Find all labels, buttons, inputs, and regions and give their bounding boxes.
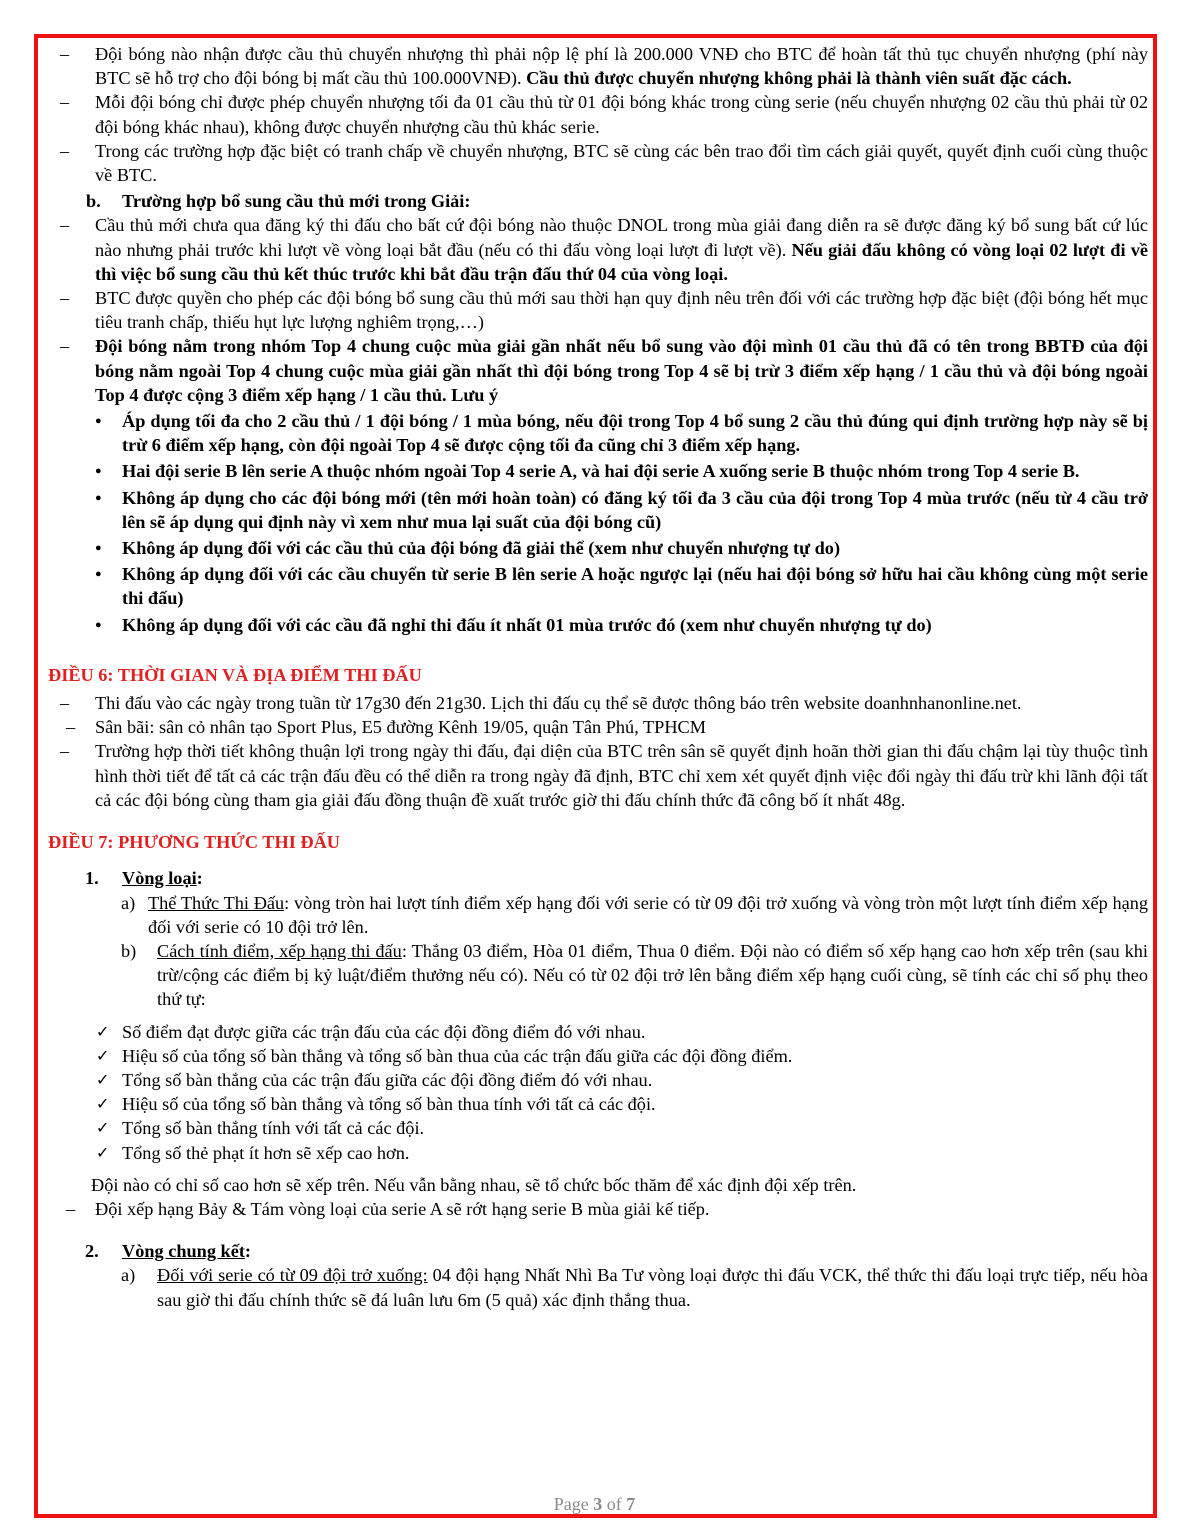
top4-text: Đội bóng nằm trong nhóm Top 4 chung cuộc mùa giải gần nhất nếu bổ sung vào đội mình 01 cầu thủ đã có tên trong BBTĐ của đội bóng nằm ngoài Top 4 chung cuộc mùa giải gần nhất thì đội bóng trong Top 4 sẽ bị trừ 3 điểm xếp hạng / 1 cầu thủ và đội bóng ngoài Top 4 được cộng 3 điểm xếp hạng / 1 cầu thủ. Lưu ý <box>95 336 1148 405</box>
venue-rule <box>48 715 1148 739</box>
tiebreaker-text: Tổng số bàn thắng tính với tất cả các đội. <box>122 1118 425 1139</box>
tiebreaker-text: Tổng số thẻ phạt ít hơn sẽ xếp cao hơn. <box>122 1142 410 1163</box>
format-rule <box>48 891 1148 939</box>
btc-exception-text: BTC được quyền cho phép các đội bóng bổ sung cầu thủ mới sau thời hạn quy định nêu trên đối với các trường hợp đặc biệt (đội bóng hết mục tiêu tranh chấp, thiếu hụt lực lượng nghiêm trọng,…) <box>95 288 1148 333</box>
top4-note <box>48 409 1148 457</box>
transfer-fee-rule <box>48 42 1148 90</box>
scoring-marker: b) <box>121 940 137 961</box>
tiebreaker-item <box>48 1044 1148 1068</box>
tiebreaker-text: Hiệu số của tổng số bàn thắng và tổng số bàn thua tính với tất cả các đội. <box>122 1094 656 1115</box>
weather-text: Trường hợp thời tiết không thuận lợi trong ngày thi đấu, đại diện của BTC trên sân sẽ quyết định hoãn thời gian thi đấu chậm lại tùy thuộc tình hình thời tiết để tất cả các trận đấu đều có thể diễn ra trong ngày đã định, BTC chỉ xem xét quyết định việc đổi ngày thi đấu trừ khi lãnh đội tất cả các đội bóng cùng tham gia giải đấu đồng thuận đề xuất trước giờ thi đấu chính thức đã công bố ít nhất 48g. <box>95 741 1148 810</box>
top4-note-text: Không áp dụng đối với các cầu đã nghỉ thi đấu ít nhất 01 mùa trước đó (xem như chuyển nhượng tự do) <box>122 614 932 635</box>
venue-text: Sân bãi: sân cỏ nhân tạo Sport Plus, E5 đường Kênh 19/05, quận Tân Phú, TPHCM <box>95 717 706 738</box>
qualifying-colon: : <box>196 868 203 889</box>
top4-note <box>48 486 1148 534</box>
relegation-rule <box>48 1197 1148 1221</box>
article-7-heading: ĐIỀU 7: PHƯƠNG THỨC THI ĐẤU <box>48 832 341 853</box>
final-format-marker: a) <box>121 1265 136 1286</box>
final-format-text: 04 đội hạng Nhất Nhì Ba Tư vòng loại được thi đấu VCK, thể thức thi đấu loại trực tiếp, nếu hòa sau giờ thi đấu chính thức sẽ đá luân lưu 6m (5 quả) xác định thắng thua. <box>157 1265 1148 1310</box>
section-b-marker: b. <box>86 191 101 212</box>
final-colon: : <box>244 1241 252 1262</box>
tiebreaker-text: Tổng số bàn thắng của các trận đấu giữa các đội đồng điểm đó với nhau. <box>122 1069 653 1090</box>
top4-note-text: Áp dụng tối đa cho 2 cầu thủ / 1 đội bóng / 1 mùa bóng, nếu đội trong Top 4 bổ sung 2 cầu thủ đúng qui định trường hợp này sẽ bị trừ 6 điểm xếp hạng, còn đội ngoài Top 4 sẽ được cộng tối đa cũng chỉ 3 điểm xếp hạng. <box>122 411 1148 456</box>
transfer-fee-bold: Cầu thủ được chuyển nhượng không phải là thành viên suất đặc cách. <box>526 68 1072 89</box>
transfer-dispute-text: Trong các trường hợp đặc biệt có tranh chấp về chuyển nhượng, BTC sẽ cùng các bên trao đổi tìm cách giải quyết, quyết định cuối cùng thuộc về BTC. <box>95 140 1148 186</box>
relegation-text: Đội xếp hạng Bảy & Tám vòng loại của serie A sẽ rớt hạng serie B mùa giải kế tiếp. <box>95 1198 710 1219</box>
scoring-text: : Thắng 03 điểm, Hòa 01 điểm, Thua 0 điểm. Đội nào có điểm số xếp hạng cao hơn xếp trên (sau khi trừ/cộng các điểm bị kỷ luật/điểm thưởng nếu có). Nếu có từ 02 đội trở lên bằng điểm xếp hạng cuối cùng, sẽ tính các chỉ số phụ theo thứ tự: <box>157 940 1148 1010</box>
tiebreaker-text: Hiệu số của tổng số bàn thắng và tổng số bàn thua của các trận đấu giữa các đội đồng điểm. <box>122 1045 793 1066</box>
page-word: Page <box>553 1494 589 1514</box>
top4-rule <box>48 334 1148 407</box>
top4-note-text: Không áp dụng cho các đội bóng mới (tên mới hoàn toàn) có đăng ký tối đa 3 cầu của đội trong Top 4 mùa trước (nếu từ 4 cầu trở lên sẽ áp dụng qui định này vì xem như mua lại suất của đội bóng cũ) <box>122 487 1148 532</box>
page-total: 7 <box>626 1494 636 1514</box>
scoring-rule <box>48 939 1148 1012</box>
page-number: 3 <box>593 1494 603 1514</box>
top4-note-text: Hai đội serie B lên serie A thuộc nhóm ngoài Top 4 serie A, và hai đội serie A xuống serie B thuộc nhóm trong Top 4 serie B. <box>122 461 1080 482</box>
top4-note <box>48 613 1148 637</box>
qualifying-round-heading <box>48 866 1148 890</box>
top4-note <box>48 562 1148 610</box>
weather-rule <box>48 739 1148 812</box>
final-title: Vòng chung kết <box>122 1241 245 1262</box>
transfer-limit-rule <box>48 90 1148 138</box>
tiebreak-draw-note: Đội nào có chỉ số cao hơn sẽ xếp trên. Nếu vẫn bằng nhau, sẽ tổ chức bốc thăm để xác định đội xếp trên. <box>91 1174 857 1195</box>
of-word: of <box>606 1494 622 1514</box>
section-b-title: Trường hợp bổ sung cầu thủ mới trong Giải: <box>122 191 471 212</box>
page-footer <box>0 1494 1189 1515</box>
new-player-text: Cầu thủ mới chưa qua đăng ký thi đấu cho bất cứ đội bóng nào thuộc DNOL trong mùa giải đang diễn ra sẽ được đăng ký bổ sung bất cứ lúc nào nhưng phải trước khi lượt về vòng loại bắt đầu (nếu có thi đấu vòng loại lượt đi lượt về). <box>95 215 1148 260</box>
qualifying-title: Vòng loại <box>122 868 197 889</box>
transfer-limit-text: Mỗi đội bóng chỉ được phép chuyển nhượng tối đa 01 cầu thủ từ 01 đội bóng khác trong cùng serie (nếu chuyển nhượng 02 cầu thủ phải từ 02 đội bóng khác nhau), không được chuyển nhượng cầu thủ khác serie. <box>95 92 1148 137</box>
new-player-bold: Nếu giải đấu không có vòng loại 02 lượt đi về thì việc bổ sung cầu thủ kết thúc trước khi bắt đầu trận đấu thứ 04 của vòng loại. <box>95 239 1148 284</box>
article-6-heading: ĐIỀU 6: THỜI GIAN VÀ ĐỊA ĐIỂM THI ĐẤU <box>48 664 422 685</box>
schedule-rule <box>48 691 1148 715</box>
top4-note-text: Không áp dụng đối với các cầu thủ của đội bóng đã giải thể (xem như chuyển nhượng tự do) <box>122 538 841 559</box>
format-text: : vòng tròn hai lượt tính điểm xếp hạng đối với serie có từ 09 đội trở xuống và vòng tròn một lượt tính điểm xếp hạng đối với serie có 10 đội trở lên. <box>148 892 1148 937</box>
transfer-fee-text: Đội bóng nào nhận được cầu thủ chuyển nhượng thì phải nộp lệ phí là 200.000 VNĐ cho BTC để hoàn tất thủ tục chuyển nhượng (phí này BTC sẽ hỗ trợ cho đội bóng bị mất cầu thủ 100.000VNĐ). <box>95 44 1148 89</box>
top4-note <box>48 536 1148 560</box>
tiebreaker-item <box>48 1092 1148 1116</box>
qualifying-marker: 1. <box>85 868 99 889</box>
btc-exception-rule <box>48 286 1148 334</box>
section-b-heading <box>48 189 1148 213</box>
top4-note <box>48 459 1148 483</box>
top4-note-text: Không áp dụng đối với các cầu chuyển từ serie B lên serie A hoặc ngược lại (nếu hai đội bóng sở hữu hai cầu không cùng một serie thi đấu) <box>122 564 1148 609</box>
format-label: Thể Thức Thi Đấu <box>148 892 285 913</box>
document-body <box>48 42 1148 1312</box>
final-round-heading <box>48 1239 1148 1263</box>
transfer-dispute-rule <box>48 139 1148 187</box>
final-marker: 2. <box>85 1241 99 1262</box>
final-format-rule <box>48 1263 1148 1311</box>
tiebreaker-item <box>48 1141 1148 1165</box>
schedule-text: Thi đấu vào các ngày trong tuần từ 17g30 đến 21g30. Lịch thi đấu cụ thể sẽ được thông báo trên website doanhnhanonline.net. <box>95 693 1022 714</box>
format-marker: a) <box>121 892 136 913</box>
final-format-label: Đối với serie có từ 09 đội trở xuống: <box>157 1265 428 1286</box>
scoring-label: Cách tính điểm, xếp hạng thi đấu <box>157 940 402 961</box>
tiebreaker-item <box>48 1116 1148 1140</box>
tiebreaker-item <box>48 1068 1148 1092</box>
tiebreaker-item <box>48 1020 1148 1044</box>
tiebreaker-text: Số điểm đạt được giữa các trận đấu của các đội đồng điểm đó với nhau. <box>122 1021 646 1042</box>
new-player-rule <box>48 213 1148 286</box>
